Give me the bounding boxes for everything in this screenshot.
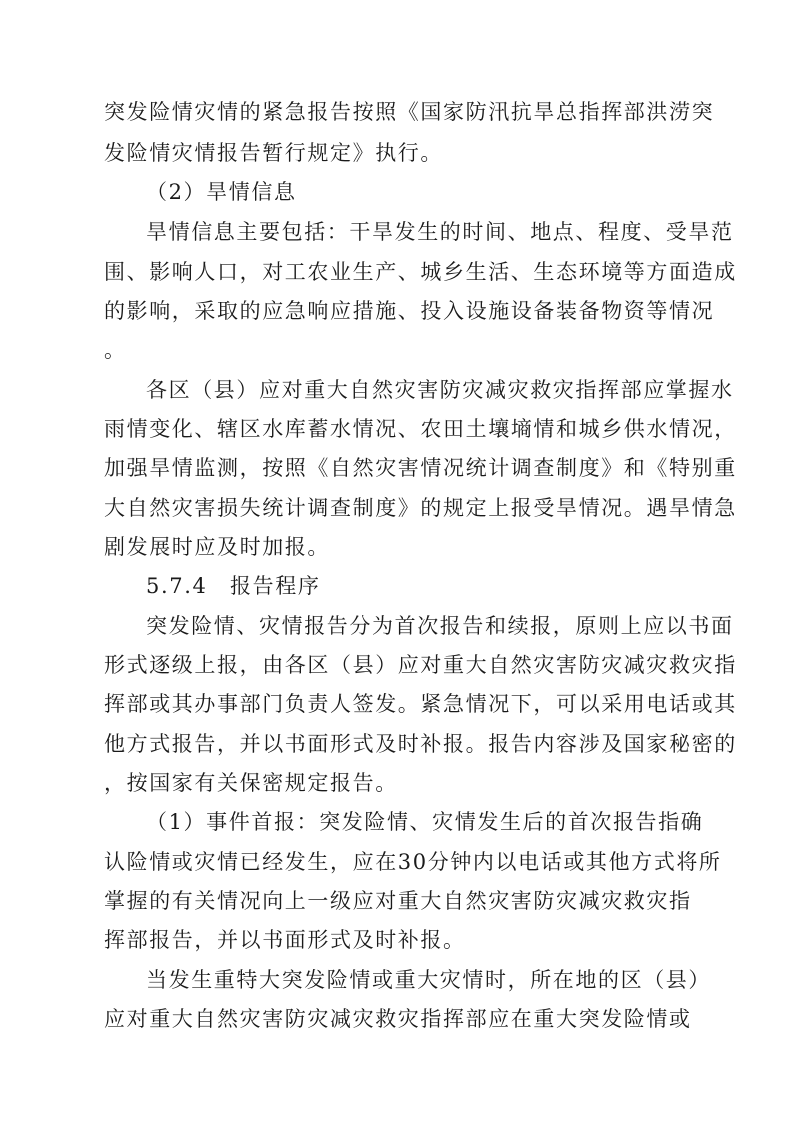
text-line: 的影响，采取的应急响应措施、投入设施设备装备物资等情况 <box>104 299 715 323</box>
text-line: 围、影响人口，对工农业生产、城乡生活、生态环境等方面造成 <box>104 260 737 284</box>
text-line: 大自然灾害损失统计调查制度》的规定上报受旱情况。遇旱情急 <box>104 496 737 520</box>
text-line: 他方式报告，并以书面形式及时补报。报告内容涉及国家秘密的 <box>104 732 737 756</box>
text-line: 。 <box>104 338 127 362</box>
text-line: 挥部报告，并以书面形式及时补报。 <box>104 928 466 952</box>
text-line: （1）事件首报：突发险情、灾情发生后的首次报告指确 <box>146 810 704 834</box>
text-line: 加强旱情监测，按照《自然灾害情况统计调查制度》和《特别重 <box>104 456 737 480</box>
text-line: 发险情灾情报告暂行规定》执行。 <box>104 141 443 165</box>
text-line: 雨情变化、辖区水库蓄水情况、农田土壤墒情和城乡供水情况， <box>104 417 737 441</box>
text-line: 应对重大自然灾害防灾减灾救灾指挥部应在重大突发险情或 <box>104 1007 692 1031</box>
section-heading: （2）旱情信息 <box>146 180 297 204</box>
text-line: ，按国家有关保密规定报告。 <box>104 771 398 795</box>
text-line: 掌握的有关情况向上一级应对重大自然灾害防灾减灾救灾指 <box>104 889 692 913</box>
text-line: 形式逐级上报，由各区（县）应对重大自然灾害防灾减灾救灾指 <box>104 653 737 677</box>
text-line: 旱情信息主要包括：干旱发生的时间、地点、程度、受旱范 <box>146 220 734 244</box>
text-line: 突发险情灾情的紧急报告按照《国家防汛抗旱总指挥部洪涝突 <box>104 100 715 124</box>
text-line: 各区（县）应对重大自然灾害防灾减灾救灾指挥部应掌握水 <box>146 378 734 402</box>
text-line: 认险情或灾情已经发生，应在30分钟内以电话或其他方式将所 <box>104 850 722 874</box>
section-heading: 5.7.4 报告程序 <box>146 574 321 598</box>
text-line: 突发险情、灾情报告分为首次报告和续报，原则上应以书面 <box>146 614 734 638</box>
text-line: 当发生重特大突发险情或重大灾情时，所在地的区（县） <box>146 968 711 992</box>
text-line: 挥部或其办事部门负责人签发。紧急情况下，可以采用电话或其 <box>104 692 737 716</box>
text-line: 剧发展时应及时加报。 <box>104 535 330 559</box>
